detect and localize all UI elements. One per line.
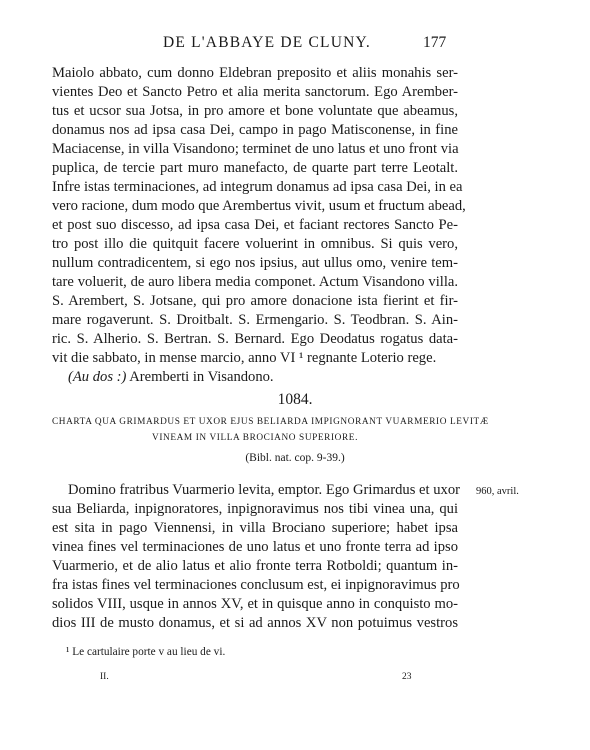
text-line: puplica, de tercie part muro manefacto, de quarte part terre Leotalt. [52,160,458,176]
text-line: Infre istas terminaciones, ad integrum donamus ad ipsa casa Dei, in ea [52,179,463,195]
text-line: tus et ucsor sua Jotsa, in pro amore et bone voluntate que abeamus, [52,103,458,119]
text-line: est sita in pago Viennensi, in villa Brociano superiore; habet ipsa [52,520,458,536]
text-line: sua Beliarda, inpignoratores, inpignoravimus nos tibi vinea una, qui [52,501,458,517]
dorse-text: Aremberti in Visandono. [129,369,274,385]
text-line: vero racione, dum modo que Arembertus vivit, usum et fructum abead, [52,198,466,214]
text-line: vit die sabbato, in mense marcio, anno VI ¹ regnante Loterio rege. [52,350,437,366]
footnote: ¹ Le cartulaire porte v au lieu de vi. [66,646,226,658]
text-line: Domino fratribus Vuarmerio levita, emptor. Ego Grimardus et uxor [68,482,460,498]
text-line: tro post illo die quitquit facere voluerint in omnibus. Si quis vero, [52,236,458,252]
signature-gathering: 23 [402,672,412,682]
text-line: Vuarmerio, et de alio latus et alio fronte terra Rotboldi; quantum in- [52,558,458,574]
text-line: fra istas fines vel terminaciones conclusum est, ei inpignoravimus pro [52,577,460,593]
text-line: Maciacense, in villa Visandono; terminet de uno latus et uno front via [52,141,459,157]
text-line: nullum contradicentem, si ego nos ipsius, aut ullus omo, venire tem- [52,255,458,271]
page-number: 177 [423,34,447,51]
page-header [0,34,590,56]
text-line: solidos VIII, usque in annos XV, et in quisque anno in conquisto mo- [52,596,458,612]
text-line: vinea fines vel terminaciones de uno latus et uno fronte terra ad ipso [52,539,458,555]
text-line: vientes Deo et Sancto Petro et alia merita sanctorum. Ego Arember- [52,84,458,100]
text-line: S. Arembert, S. Jotsane, qui pro amore donacione ista fierint et fir- [52,293,458,309]
dorse-note [68,369,274,386]
text-line: ric. S. Alherio. S. Bertran. S. Bernard. Ego Deodatus rogatus data- [52,331,458,347]
signature-volume: II. [100,672,109,682]
text-line: Maiolo abbato, cum donno Eldebran preposito et aliis monahis ser- [52,65,458,81]
running-title: DE L'ABBAYE DE CLUNY. [163,34,371,51]
margin-date: 960, avril. [476,486,519,497]
text-line: et post suo discesso, ad ipsa casa Dei, et faciant rectores Sancto Pe- [52,217,458,233]
charter-title-line-2: VINEAM IN VILLA BROCIANO SUPERIORE. [152,433,358,443]
charter-title-line-1: CHARTA QUA GRIMARDUS ET UXOR EJUS BELIARDA IMPIGNORANT VUARMERIO LEVITÆ [52,417,489,427]
dorse-label: (Au dos :) [68,369,127,385]
text-line: donamus nos ad ipsa casa Dei, campo in pago Matisconense, in fine [52,122,458,138]
charter-number: 1084. [277,391,313,408]
text-line: dios III de musto donamus, et si ad annos XV non potuimus vestros [52,615,458,631]
text-line: mare rogaverunt. S. Droitbalt. S. Ermengario. S. Teodbran. S. Ain- [52,312,458,328]
text-line: tare voluerit, de auro libera media componet. Actum Visandono villa. [52,274,458,290]
source-reference: (Bibl. nat. cop. 9-39.) [245,452,345,464]
